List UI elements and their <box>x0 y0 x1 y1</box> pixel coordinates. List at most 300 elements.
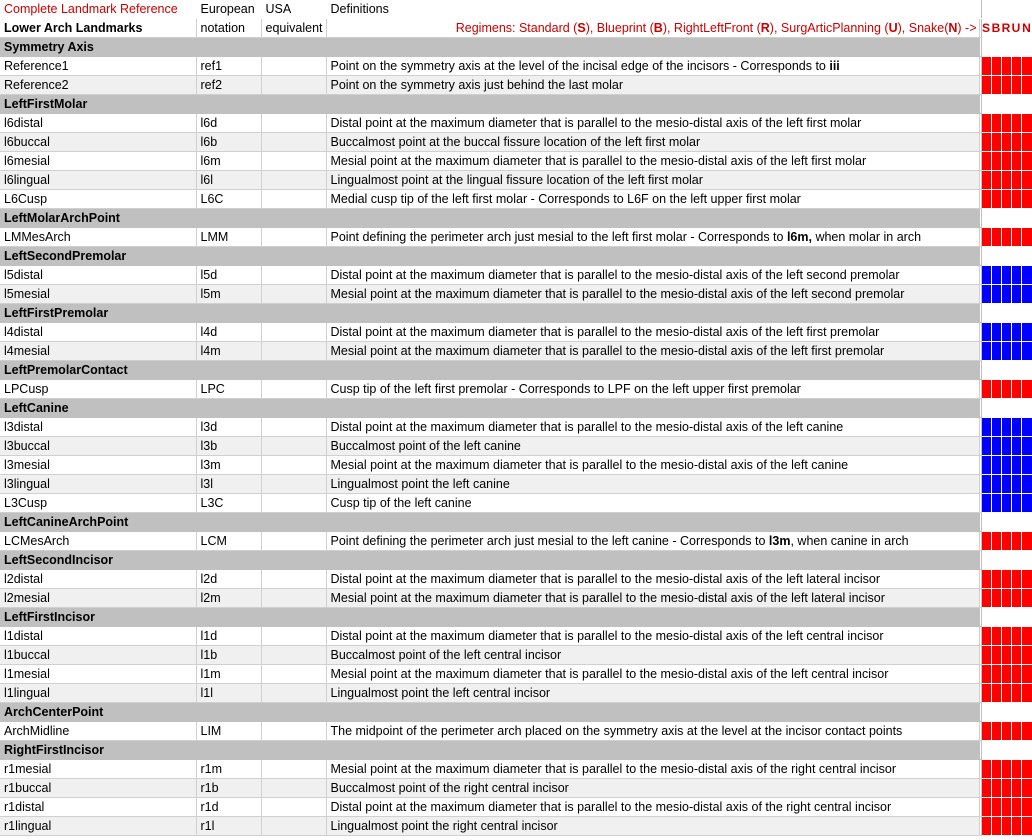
regimen-flag-s[interactable] <box>981 722 991 741</box>
table-row[interactable] <box>0 760 1032 779</box>
landmark-name[interactable]: ArchMidline <box>0 722 196 741</box>
usa-equivalent[interactable] <box>261 57 326 76</box>
regimen-flag-s[interactable] <box>981 817 991 836</box>
table-row[interactable] <box>0 76 1032 95</box>
regimen-flag-r[interactable] <box>1001 76 1011 95</box>
regimen-flag-s[interactable] <box>981 456 991 475</box>
definition[interactable] <box>326 380 979 399</box>
regimen-flag-u[interactable] <box>1011 589 1021 608</box>
usa-equivalent[interactable] <box>261 152 326 171</box>
usa-equivalent[interactable] <box>261 228 326 247</box>
landmark-name[interactable]: l3buccal <box>0 437 196 456</box>
landmark-name[interactable]: l5distal <box>0 266 196 285</box>
regimen-flag-n[interactable] <box>1021 285 1032 304</box>
regimen-flag-s[interactable] <box>981 133 991 152</box>
regimen-flag-u[interactable] <box>1011 817 1021 836</box>
regimen-flag-u[interactable] <box>1011 456 1021 475</box>
landmark-name[interactable]: l2mesial <box>0 589 196 608</box>
usa-equivalent[interactable] <box>261 646 326 665</box>
regimen-flag-u[interactable] <box>1011 627 1021 646</box>
table-row[interactable] <box>0 817 1032 836</box>
regimen-flag-r[interactable] <box>1001 779 1011 798</box>
regimen-flag-b[interactable] <box>991 456 1001 475</box>
landmark-name[interactable]: l1buccal <box>0 646 196 665</box>
definition[interactable] <box>326 114 979 133</box>
table-row[interactable] <box>0 190 1032 209</box>
definition[interactable] <box>326 627 979 646</box>
regimen-flag-b[interactable] <box>991 171 1001 190</box>
regimen-flag-r[interactable] <box>1001 152 1011 171</box>
regimen-flag-u[interactable] <box>1011 266 1021 285</box>
usa-equivalent[interactable] <box>261 418 326 437</box>
table-row[interactable] <box>0 589 1032 608</box>
regimen-flag-n[interactable] <box>1021 342 1032 361</box>
definition[interactable] <box>326 323 979 342</box>
regimen-flag-u[interactable] <box>1011 285 1021 304</box>
european-notation[interactable]: L6C <box>196 190 261 209</box>
regimen-flag-s[interactable] <box>981 437 991 456</box>
regimen-flag-n[interactable] <box>1021 779 1032 798</box>
usa-equivalent[interactable] <box>261 627 326 646</box>
regimen-flag-u[interactable] <box>1011 532 1021 551</box>
landmark-name[interactable]: Reference1 <box>0 57 196 76</box>
regimen-flag-n[interactable] <box>1021 190 1032 209</box>
regimen-flag-u[interactable] <box>1011 475 1021 494</box>
table-row[interactable] <box>0 722 1032 741</box>
regimen-flag-u[interactable] <box>1011 665 1021 684</box>
european-notation[interactable]: l3m <box>196 456 261 475</box>
table-row[interactable] <box>0 228 1032 247</box>
regimen-flag-n[interactable] <box>1021 266 1032 285</box>
definition[interactable] <box>326 570 979 589</box>
european-notation[interactable]: l5m <box>196 285 261 304</box>
regimen-flag-s[interactable] <box>981 665 991 684</box>
definition[interactable] <box>326 190 979 209</box>
regimen-flag-n[interactable] <box>1021 171 1032 190</box>
regimen-flag-n[interactable] <box>1021 798 1032 817</box>
regimen-flag-b[interactable] <box>991 114 1001 133</box>
usa-equivalent[interactable] <box>261 190 326 209</box>
regimen-flag-b[interactable] <box>991 627 1001 646</box>
regimen-flag-u[interactable] <box>1011 133 1021 152</box>
usa-equivalent[interactable] <box>261 456 326 475</box>
regimen-flag-r[interactable] <box>1001 722 1011 741</box>
regimen-flag-r[interactable] <box>1001 57 1011 76</box>
regimen-flag-n[interactable] <box>1021 760 1032 779</box>
regimen-flag-r[interactable] <box>1001 228 1011 247</box>
regimen-flag-n[interactable] <box>1021 570 1032 589</box>
regimen-flag-u[interactable] <box>1011 171 1021 190</box>
regimen-flag-u[interactable] <box>1011 228 1021 247</box>
european-notation[interactable]: LCM <box>196 532 261 551</box>
regimen-flag-s[interactable] <box>981 798 991 817</box>
landmark-name[interactable]: l5mesial <box>0 285 196 304</box>
regimen-flag-r[interactable] <box>1001 266 1011 285</box>
definition[interactable] <box>326 589 979 608</box>
usa-equivalent[interactable] <box>261 779 326 798</box>
table-row[interactable] <box>0 646 1032 665</box>
regimen-flag-s[interactable] <box>981 646 991 665</box>
definition[interactable] <box>326 266 979 285</box>
table-row[interactable] <box>0 779 1032 798</box>
regimen-flag-r[interactable] <box>1001 798 1011 817</box>
usa-equivalent[interactable] <box>261 494 326 513</box>
landmark-name[interactable]: l6mesial <box>0 152 196 171</box>
landmark-name[interactable]: l3mesial <box>0 456 196 475</box>
table-row[interactable] <box>0 475 1032 494</box>
table-row[interactable] <box>0 684 1032 703</box>
usa-equivalent[interactable] <box>261 342 326 361</box>
european-notation[interactable]: r1b <box>196 779 261 798</box>
table-row[interactable] <box>0 798 1032 817</box>
usa-equivalent[interactable] <box>261 171 326 190</box>
landmark-name[interactable]: L3Cusp <box>0 494 196 513</box>
landmark-name[interactable]: r1buccal <box>0 779 196 798</box>
regimen-flag-r[interactable] <box>1001 114 1011 133</box>
table-row[interactable] <box>0 323 1032 342</box>
table-row[interactable] <box>0 570 1032 589</box>
regimen-flag-s[interactable] <box>981 114 991 133</box>
landmark-name[interactable]: l6lingual <box>0 171 196 190</box>
regimen-flag-b[interactable] <box>991 228 1001 247</box>
definition[interactable] <box>326 475 979 494</box>
regimen-flag-b[interactable] <box>991 133 1001 152</box>
regimen-flag-r[interactable] <box>1001 456 1011 475</box>
regimen-flag-s[interactable] <box>981 684 991 703</box>
regimen-flag-s[interactable] <box>981 475 991 494</box>
european-notation[interactable]: l6d <box>196 114 261 133</box>
regimen-flag-n[interactable] <box>1021 418 1032 437</box>
regimen-flag-n[interactable] <box>1021 494 1032 513</box>
european-notation[interactable]: l3d <box>196 418 261 437</box>
regimen-flag-n[interactable] <box>1021 589 1032 608</box>
european-notation[interactable]: l1b <box>196 646 261 665</box>
regimen-flag-r[interactable] <box>1001 171 1011 190</box>
regimen-flag-u[interactable] <box>1011 646 1021 665</box>
regimen-flag-b[interactable] <box>991 646 1001 665</box>
regimen-flag-u[interactable] <box>1011 418 1021 437</box>
regimen-flag-u[interactable] <box>1011 323 1021 342</box>
definition[interactable] <box>326 779 979 798</box>
usa-equivalent[interactable] <box>261 133 326 152</box>
european-notation[interactable]: l1m <box>196 665 261 684</box>
landmark-name[interactable]: r1distal <box>0 798 196 817</box>
regimen-flag-u[interactable] <box>1011 76 1021 95</box>
usa-equivalent[interactable] <box>261 798 326 817</box>
landmark-name[interactable]: l4mesial <box>0 342 196 361</box>
usa-equivalent[interactable] <box>261 266 326 285</box>
regimen-flag-b[interactable] <box>991 76 1001 95</box>
regimen-flag-s[interactable] <box>981 532 991 551</box>
regimen-flag-r[interactable] <box>1001 760 1011 779</box>
regimen-flag-b[interactable] <box>991 722 1001 741</box>
regimen-flag-u[interactable] <box>1011 114 1021 133</box>
regimen-flag-u[interactable] <box>1011 57 1021 76</box>
regimen-flag-b[interactable] <box>991 437 1001 456</box>
usa-equivalent[interactable] <box>261 380 326 399</box>
regimen-flag-b[interactable] <box>991 817 1001 836</box>
regimen-flag-r[interactable] <box>1001 627 1011 646</box>
regimen-flag-n[interactable] <box>1021 684 1032 703</box>
european-notation[interactable]: ref2 <box>196 76 261 95</box>
usa-equivalent[interactable] <box>261 684 326 703</box>
european-notation[interactable]: l4m <box>196 342 261 361</box>
definition[interactable] <box>326 418 979 437</box>
european-notation[interactable]: LPC <box>196 380 261 399</box>
regimen-flag-b[interactable] <box>991 475 1001 494</box>
regimen-flag-b[interactable] <box>991 570 1001 589</box>
regimen-flag-r[interactable] <box>1001 418 1011 437</box>
landmark-name[interactable]: LPCusp <box>0 380 196 399</box>
regimen-flag-r[interactable] <box>1001 494 1011 513</box>
regimen-flag-s[interactable] <box>981 323 991 342</box>
regimen-flag-b[interactable] <box>991 190 1001 209</box>
regimen-flag-s[interactable] <box>981 418 991 437</box>
regimen-flag-b[interactable] <box>991 798 1001 817</box>
regimen-flag-n[interactable] <box>1021 152 1032 171</box>
regimen-flag-r[interactable] <box>1001 475 1011 494</box>
regimen-flag-r[interactable] <box>1001 570 1011 589</box>
european-notation[interactable]: l6l <box>196 171 261 190</box>
regimen-flag-b[interactable] <box>991 589 1001 608</box>
regimen-flag-b[interactable] <box>991 684 1001 703</box>
regimen-flag-n[interactable] <box>1021 646 1032 665</box>
usa-equivalent[interactable] <box>261 114 326 133</box>
table-row[interactable] <box>0 133 1032 152</box>
landmark-name[interactable]: l1distal <box>0 627 196 646</box>
regimen-flag-s[interactable] <box>981 266 991 285</box>
regimen-flag-s[interactable] <box>981 171 991 190</box>
definition[interactable] <box>326 760 979 779</box>
regimen-flag-b[interactable] <box>991 665 1001 684</box>
european-notation[interactable]: r1l <box>196 817 261 836</box>
regimen-flag-b[interactable] <box>991 57 1001 76</box>
usa-equivalent[interactable] <box>261 760 326 779</box>
european-notation[interactable]: l2m <box>196 589 261 608</box>
regimen-flag-b[interactable] <box>991 323 1001 342</box>
regimen-flag-b[interactable] <box>991 494 1001 513</box>
definition[interactable] <box>326 456 979 475</box>
regimen-flag-n[interactable] <box>1021 722 1032 741</box>
european-notation[interactable]: l1d <box>196 627 261 646</box>
regimen-flag-n[interactable] <box>1021 114 1032 133</box>
regimen-flag-s[interactable] <box>981 570 991 589</box>
regimen-flag-n[interactable] <box>1021 627 1032 646</box>
regimen-flag-r[interactable] <box>1001 817 1011 836</box>
regimen-flag-r[interactable] <box>1001 380 1011 399</box>
definition[interactable] <box>326 285 979 304</box>
regimen-flag-b[interactable] <box>991 532 1001 551</box>
usa-equivalent[interactable] <box>261 437 326 456</box>
regimen-flag-n[interactable] <box>1021 228 1032 247</box>
european-notation[interactable]: l1l <box>196 684 261 703</box>
regimen-flag-n[interactable] <box>1021 380 1032 399</box>
regimen-flag-r[interactable] <box>1001 285 1011 304</box>
table-row[interactable] <box>0 456 1032 475</box>
european-notation[interactable]: l5d <box>196 266 261 285</box>
regimen-flag-n[interactable] <box>1021 475 1032 494</box>
regimen-flag-u[interactable] <box>1011 494 1021 513</box>
definition[interactable] <box>326 798 979 817</box>
european-notation[interactable]: LIM <box>196 722 261 741</box>
table-row[interactable] <box>0 494 1032 513</box>
landmark-name[interactable]: r1lingual <box>0 817 196 836</box>
regimen-flag-s[interactable] <box>981 342 991 361</box>
landmark-name[interactable]: l2distal <box>0 570 196 589</box>
usa-equivalent[interactable] <box>261 532 326 551</box>
regimen-flag-s[interactable] <box>981 627 991 646</box>
usa-equivalent[interactable] <box>261 722 326 741</box>
landmark-name[interactable]: l1lingual <box>0 684 196 703</box>
definition[interactable] <box>326 57 979 76</box>
table-row[interactable] <box>0 266 1032 285</box>
regimen-flag-r[interactable] <box>1001 133 1011 152</box>
table-row[interactable] <box>0 437 1032 456</box>
table-row[interactable] <box>0 114 1032 133</box>
regimen-flag-u[interactable] <box>1011 798 1021 817</box>
regimen-flag-n[interactable] <box>1021 323 1032 342</box>
regimen-flag-n[interactable] <box>1021 57 1032 76</box>
table-row[interactable] <box>0 665 1032 684</box>
regimen-flag-u[interactable] <box>1011 779 1021 798</box>
regimen-flag-u[interactable] <box>1011 570 1021 589</box>
regimen-flag-u[interactable] <box>1011 722 1021 741</box>
usa-equivalent[interactable] <box>261 589 326 608</box>
table-row[interactable] <box>0 418 1032 437</box>
usa-equivalent[interactable] <box>261 570 326 589</box>
landmark-name[interactable]: LCMesArch <box>0 532 196 551</box>
landmark-name[interactable]: LMMesArch <box>0 228 196 247</box>
regimen-flag-r[interactable] <box>1001 684 1011 703</box>
table-row[interactable] <box>0 285 1032 304</box>
regimen-flag-r[interactable] <box>1001 589 1011 608</box>
regimen-flag-n[interactable] <box>1021 817 1032 836</box>
regimen-flag-s[interactable] <box>981 779 991 798</box>
landmark-name[interactable]: l1mesial <box>0 665 196 684</box>
usa-equivalent[interactable] <box>261 76 326 95</box>
landmark-name[interactable]: l3lingual <box>0 475 196 494</box>
table-row[interactable] <box>0 171 1032 190</box>
regimen-flag-b[interactable] <box>991 418 1001 437</box>
regimen-flag-s[interactable] <box>981 57 991 76</box>
regimen-flag-n[interactable] <box>1021 665 1032 684</box>
regimen-flag-n[interactable] <box>1021 532 1032 551</box>
definition[interactable] <box>326 684 979 703</box>
definition[interactable] <box>326 228 979 247</box>
landmark-name[interactable]: l3distal <box>0 418 196 437</box>
definition[interactable] <box>326 152 979 171</box>
european-notation[interactable]: r1m <box>196 760 261 779</box>
definition[interactable] <box>326 722 979 741</box>
landmark-name[interactable]: l6buccal <box>0 133 196 152</box>
regimen-flag-s[interactable] <box>981 76 991 95</box>
usa-equivalent[interactable] <box>261 323 326 342</box>
regimen-flag-r[interactable] <box>1001 323 1011 342</box>
regimen-flag-u[interactable] <box>1011 342 1021 361</box>
regimen-flag-s[interactable] <box>981 190 991 209</box>
european-notation[interactable]: l6b <box>196 133 261 152</box>
landmark-name[interactable]: l4distal <box>0 323 196 342</box>
regimen-flag-s[interactable] <box>981 760 991 779</box>
landmark-name[interactable]: Reference2 <box>0 76 196 95</box>
regimen-flag-r[interactable] <box>1001 646 1011 665</box>
definition[interactable] <box>326 133 979 152</box>
european-notation[interactable]: l4d <box>196 323 261 342</box>
usa-equivalent[interactable] <box>261 475 326 494</box>
european-notation[interactable]: l3l <box>196 475 261 494</box>
regimen-flag-s[interactable] <box>981 152 991 171</box>
definition[interactable] <box>326 171 979 190</box>
definition[interactable] <box>326 817 979 836</box>
definition[interactable] <box>326 665 979 684</box>
regimen-flag-b[interactable] <box>991 779 1001 798</box>
definition[interactable] <box>326 646 979 665</box>
regimen-flag-u[interactable] <box>1011 190 1021 209</box>
regimen-flag-r[interactable] <box>1001 532 1011 551</box>
landmark-name[interactable]: r1mesial <box>0 760 196 779</box>
table-row[interactable] <box>0 627 1032 646</box>
regimen-flag-s[interactable] <box>981 285 991 304</box>
regimen-flag-s[interactable] <box>981 494 991 513</box>
regimen-flag-r[interactable] <box>1001 342 1011 361</box>
regimen-flag-n[interactable] <box>1021 133 1032 152</box>
usa-equivalent[interactable] <box>261 285 326 304</box>
regimen-flag-n[interactable] <box>1021 76 1032 95</box>
table-row[interactable] <box>0 152 1032 171</box>
european-notation[interactable]: ref1 <box>196 57 261 76</box>
regimen-flag-r[interactable] <box>1001 665 1011 684</box>
table-row[interactable] <box>0 57 1032 76</box>
table-row[interactable] <box>0 342 1032 361</box>
regimen-flag-b[interactable] <box>991 266 1001 285</box>
definition[interactable] <box>326 494 979 513</box>
european-notation[interactable]: LMM <box>196 228 261 247</box>
definition[interactable] <box>326 342 979 361</box>
regimen-flag-s[interactable] <box>981 228 991 247</box>
regimen-flag-r[interactable] <box>1001 190 1011 209</box>
landmark-name[interactable]: L6Cusp <box>0 190 196 209</box>
regimen-flag-u[interactable] <box>1011 437 1021 456</box>
european-notation[interactable]: l2d <box>196 570 261 589</box>
regimen-flag-b[interactable] <box>991 285 1001 304</box>
table-row[interactable] <box>0 380 1032 399</box>
regimen-flag-n[interactable] <box>1021 437 1032 456</box>
regimen-flag-u[interactable] <box>1011 380 1021 399</box>
table-row[interactable] <box>0 532 1032 551</box>
european-notation[interactable]: l3b <box>196 437 261 456</box>
european-notation[interactable]: L3C <box>196 494 261 513</box>
regimen-flag-b[interactable] <box>991 760 1001 779</box>
regimen-flag-b[interactable] <box>991 342 1001 361</box>
regimen-flag-n[interactable] <box>1021 456 1032 475</box>
definition[interactable] <box>326 76 979 95</box>
landmark-name[interactable]: l6distal <box>0 114 196 133</box>
regimen-flag-u[interactable] <box>1011 152 1021 171</box>
european-notation[interactable]: r1d <box>196 798 261 817</box>
usa-equivalent[interactable] <box>261 665 326 684</box>
definition[interactable] <box>326 437 979 456</box>
regimen-flag-s[interactable] <box>981 380 991 399</box>
regimen-flag-b[interactable] <box>991 380 1001 399</box>
usa-equivalent[interactable] <box>261 817 326 836</box>
regimen-flag-s[interactable] <box>981 589 991 608</box>
regimen-flag-u[interactable] <box>1011 760 1021 779</box>
regimen-flag-u[interactable] <box>1011 684 1021 703</box>
definition[interactable] <box>326 532 979 551</box>
regimen-flag-b[interactable] <box>991 152 1001 171</box>
european-notation[interactable]: l6m <box>196 152 261 171</box>
regimen-flag-r[interactable] <box>1001 437 1011 456</box>
